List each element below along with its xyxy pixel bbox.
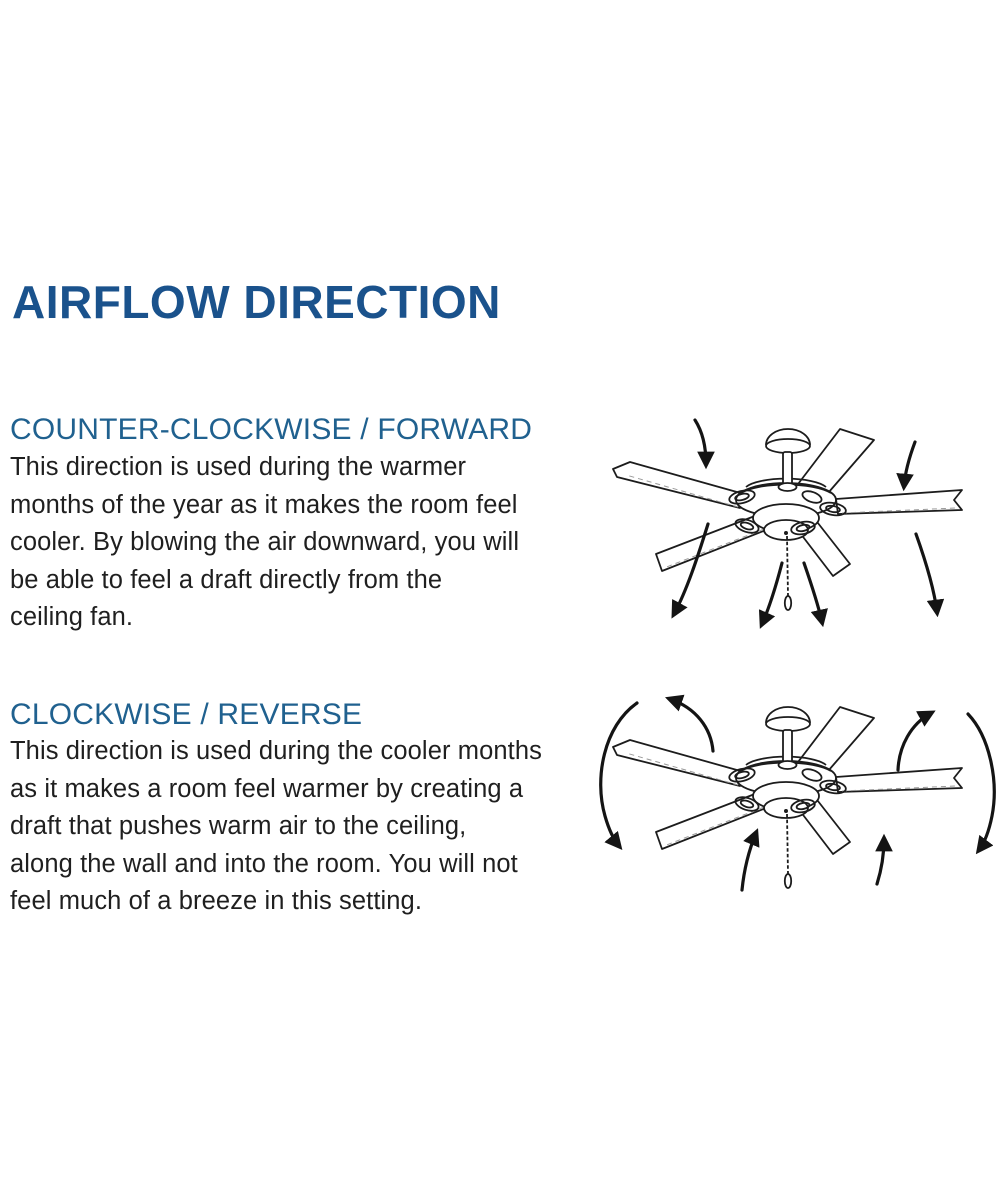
body-line: along the wall and into the room. You will not <box>10 849 518 878</box>
fan-reverse-illustration <box>590 678 1000 938</box>
body-line: ceiling fan. <box>10 603 134 632</box>
section-heading-clockwise-reverse: CLOCKWISE / REVERSE <box>10 698 363 731</box>
body-line: This direction is used during the cooler months <box>10 737 542 765</box>
body-line: as it makes a room feel warmer by creating a <box>10 774 524 803</box>
body-line: be able to feel a draft directly from the <box>10 565 443 594</box>
body-line: draft that pushes warm air to the ceiling, <box>10 812 467 841</box>
body-line: feel much of a breeze in this setting. <box>10 887 423 916</box>
fan-forward-illustration <box>590 400 1000 650</box>
page-title: AIRFLOW DIRECTION <box>12 276 501 328</box>
body-line: cooler. By blowing the air downward, you will <box>10 528 520 557</box>
section-body-counter-clockwise-forward <box>10 449 610 637</box>
body-line: This direction is used during the warmer <box>10 453 467 481</box>
section-body-clockwise-reverse <box>10 733 610 921</box>
section-heading-counter-clockwise-forward: COUNTER-CLOCKWISE / FORWARD <box>10 413 533 446</box>
body-line: months of the year as it makes the room feel <box>10 490 518 519</box>
